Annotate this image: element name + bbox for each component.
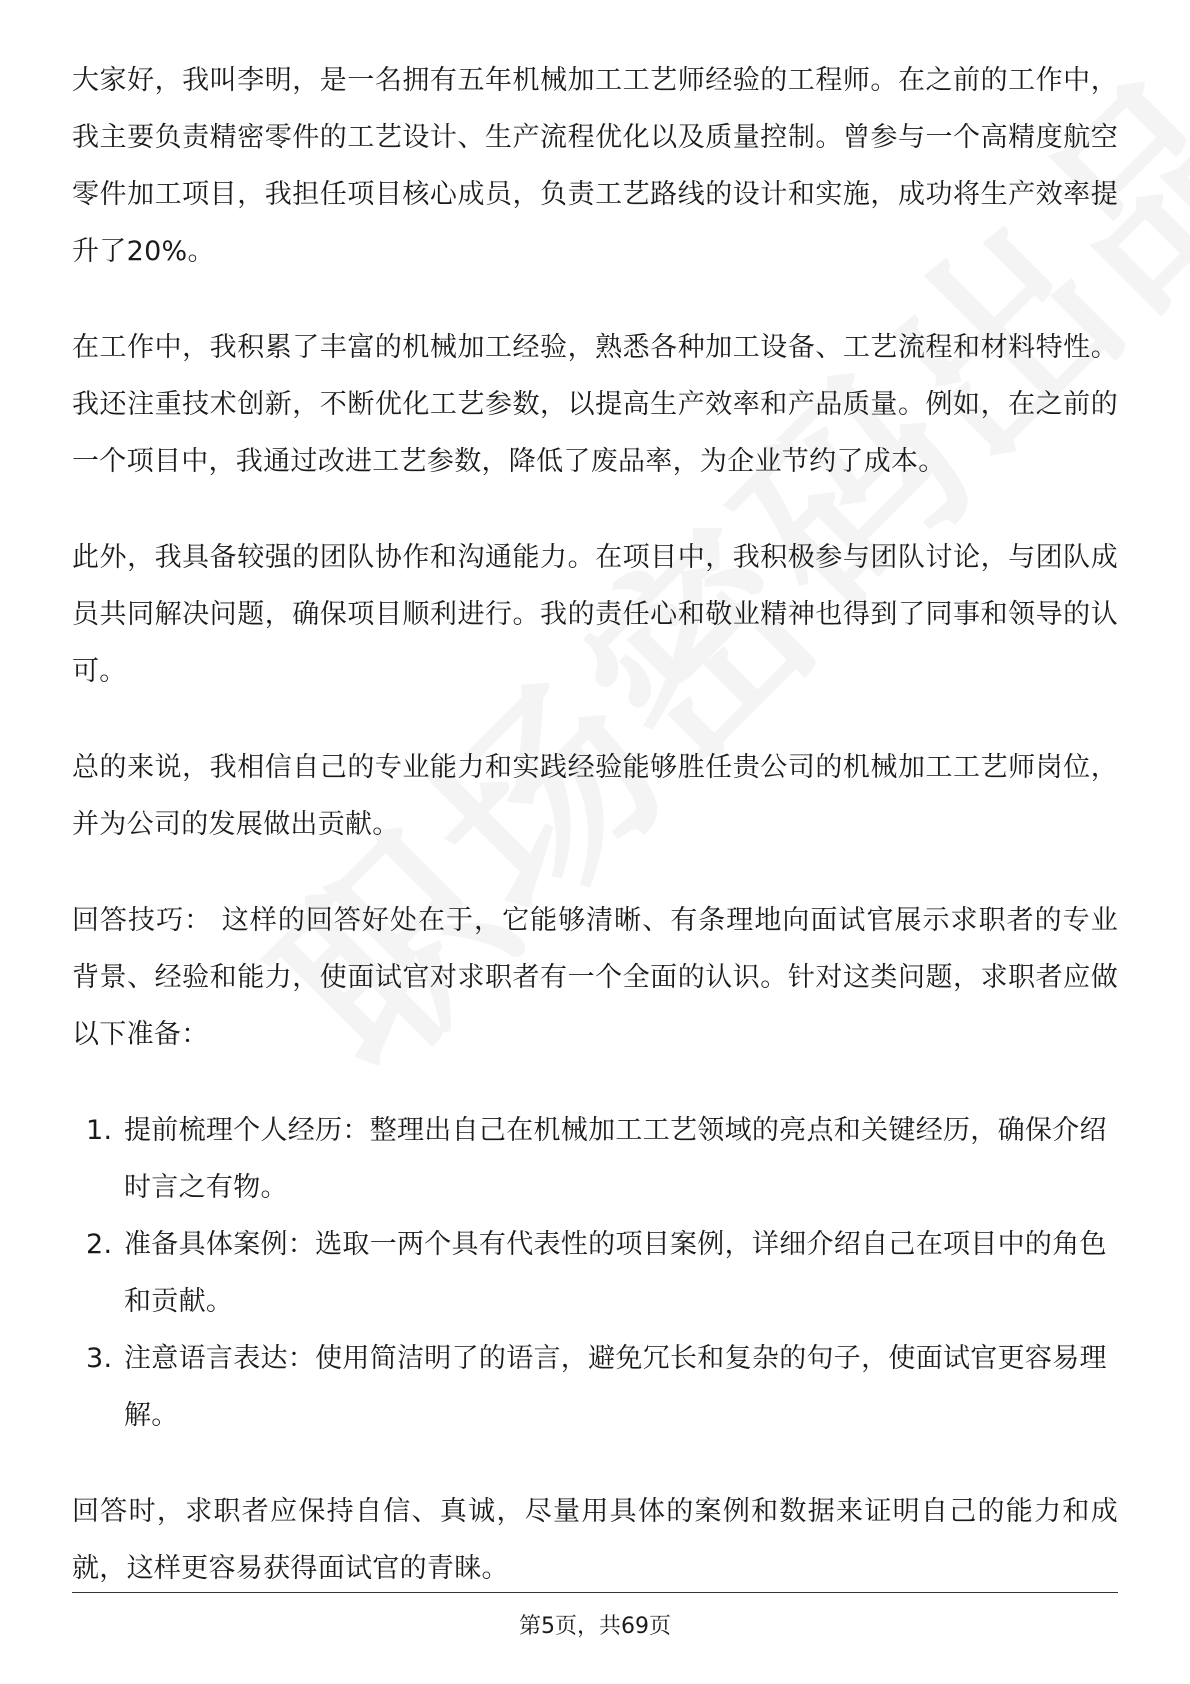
paragraph-experience: 在工作中，我积累了丰富的机械加工经验，熟悉各种加工设备、工艺流程和材料特性。我还注重技术创新，不断优化工艺参数，以提高生产效率和产品质量。例如，在之前的一个项目中，我通过改进工艺参数，降低了废品率，为企业节约了成本。 <box>72 332 1118 477</box>
paragraph-intro: 大家好，我叫李明，是一名拥有五年机械加工工艺师经验的工程师。在之前的工作中，我主要负责精密零件的工艺设计、生产流程优化以及质量控制。曾参与一个高精度航空零件加工项目，我担任项目核心成员，负责工艺路线的设计和实施，成功将生产效率提升了20%。 <box>72 65 1118 267</box>
list-number: 1. <box>86 1115 113 1146</box>
preparation-list <box>72 1102 1118 1444</box>
page-number: 第5页，共69页 <box>519 1614 671 1639</box>
list-item <box>72 1216 1118 1330</box>
list-number: 3. <box>86 1343 113 1374</box>
paragraph-closing: 回答时，求职者应保持自信、真诚，尽量用具体的案例和数据来证明自己的能力和成就，这样更容易获得面试官的青睐。 <box>72 1496 1118 1584</box>
paragraph-summary: 总的来说，我相信自己的专业能力和实践经验能够胜任贵公司的机械加工工艺师岗位，并为公司的发展做出贡献。 <box>72 752 1118 840</box>
paragraph-tips: 回答技巧： 这样的回答好处在于，它能够清晰、有条理地向面试官展示求职者的专业背景、经验和能力，使面试官对求职者有一个全面的认识。针对这类问题，求职者应做以下准备： <box>72 905 1118 1050</box>
document-body <box>72 52 1118 1636</box>
list-item-text: 注意语言表达：使用简洁明了的语言，避免冗长和复杂的句子，使面试官更容易理解。 <box>124 1343 1107 1431</box>
footer-divider <box>72 1592 1118 1593</box>
list-item <box>72 1330 1118 1444</box>
list-item <box>72 1102 1118 1216</box>
paragraph-teamwork: 此外，我具备较强的团队协作和沟通能力。在项目中，我积极参与团队讨论，与团队成员共同解决问题，确保项目顺利进行。我的责任心和敬业精神也得到了同事和领导的认可。 <box>72 542 1118 687</box>
list-item-text: 准备具体案例：选取一两个具有代表性的项目案例，详细介绍自己在项目中的角色和贡献。 <box>124 1229 1107 1317</box>
list-number: 2. <box>86 1229 113 1260</box>
list-item-text: 提前梳理个人经历：整理出自己在机械加工工艺领域的亮点和关键经历，确保介绍时言之有物。 <box>124 1115 1107 1203</box>
